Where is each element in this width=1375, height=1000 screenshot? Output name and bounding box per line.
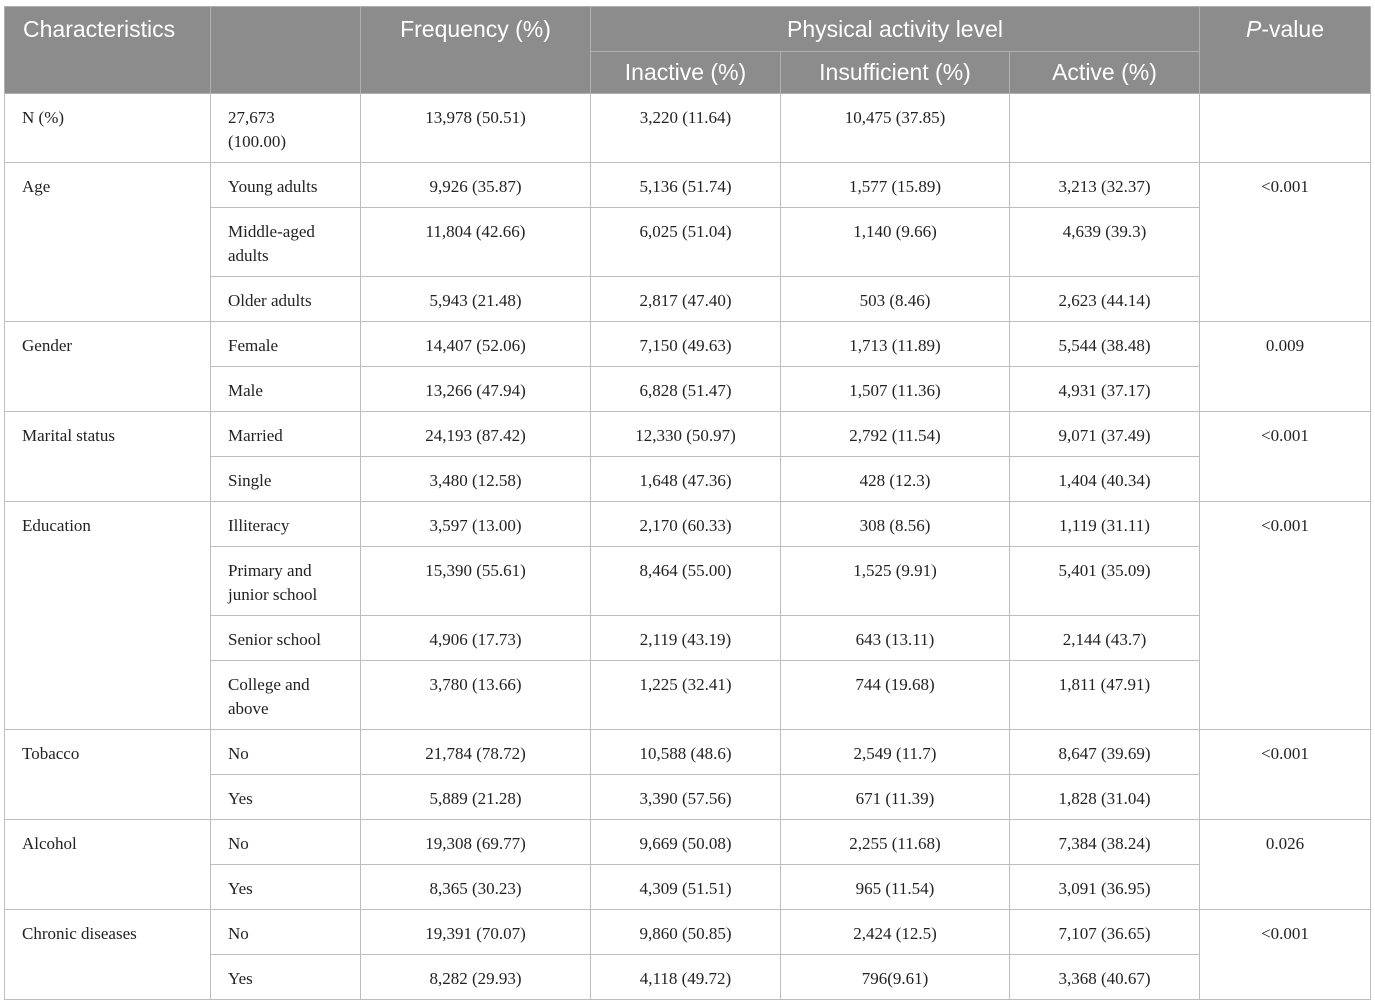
cell-inactive: 6,025 (51.04) (591, 208, 781, 277)
header-pvalue (1200, 7, 1371, 94)
cell-pvalue: <0.001 (1200, 412, 1371, 502)
cell-frequency: 24,193 (87.42) (361, 412, 591, 457)
header-characteristics: Characteristics (5, 7, 211, 94)
cell-insufficient: 2,424 (12.5) (781, 910, 1010, 955)
cell-inactive: 3,390 (57.56) (591, 775, 781, 820)
cell-active: 3,368 (40.67) (1010, 955, 1200, 1000)
row-category: Single (211, 457, 361, 502)
cell-active: 1,404 (40.34) (1010, 457, 1200, 502)
row-category: Older adults (211, 277, 361, 322)
cell-frequency: 19,308 (69.77) (361, 820, 591, 865)
cell-insufficient: 643 (13.11) (781, 616, 1010, 661)
table-row (5, 412, 1371, 457)
characteristics-table (4, 6, 1371, 1000)
row-category: Male (211, 367, 361, 412)
cell-inactive: 5,136 (51.74) (591, 163, 781, 208)
row-characteristic: Marital status (5, 412, 211, 502)
cell-active: 3,213 (32.37) (1010, 163, 1200, 208)
cell-frequency: 3,780 (13.66) (361, 661, 591, 730)
cell-pvalue: <0.001 (1200, 910, 1371, 1000)
table-row (5, 502, 1371, 547)
cell-frequency: 5,943 (21.48) (361, 277, 591, 322)
cell-inactive: 4,309 (51.51) (591, 865, 781, 910)
cell-frequency: 14,407 (52.06) (361, 322, 591, 367)
row-characteristic: Age (5, 163, 211, 322)
cell-active: 2,144 (43.7) (1010, 616, 1200, 661)
cell-insufficient: 965 (11.54) (781, 865, 1010, 910)
header-frequency: Frequency (%) (361, 7, 591, 94)
cell-pvalue: <0.001 (1200, 502, 1371, 730)
cell-inactive: 8,464 (55.00) (591, 547, 781, 616)
header-inactive: Inactive (%) (591, 52, 781, 94)
row-category: Yes (211, 865, 361, 910)
cell-frequency: 15,390 (55.61) (361, 547, 591, 616)
cell-pvalue: <0.001 (1200, 730, 1371, 820)
row-category: No (211, 730, 361, 775)
cell-inactive: 2,817 (47.40) (591, 277, 781, 322)
table-row (5, 820, 1371, 865)
cell-frequency: 11,804 (42.66) (361, 208, 591, 277)
cell-active: 5,401 (35.09) (1010, 547, 1200, 616)
cell-insufficient: 2,792 (11.54) (781, 412, 1010, 457)
row-category: Young adults (211, 163, 361, 208)
cell-frequency: 3,597 (13.00) (361, 502, 591, 547)
cell-insufficient: 503 (8.46) (781, 277, 1010, 322)
cell-frequency: 21,784 (78.72) (361, 730, 591, 775)
table-row (5, 910, 1371, 955)
cell-insufficient: 744 (19.68) (781, 661, 1010, 730)
cell-frequency: 8,365 (30.23) (361, 865, 591, 910)
table-row (5, 163, 1371, 208)
row-category: Middle-aged adults (211, 208, 361, 277)
row-category: No (211, 820, 361, 865)
row-category: Primary and junior school (211, 547, 361, 616)
cell-inactive: 6,828 (51.47) (591, 367, 781, 412)
row-characteristic: Gender (5, 322, 211, 412)
cell-insufficient: 1,140 (9.66) (781, 208, 1010, 277)
header-active: Active (%) (1010, 52, 1200, 94)
cell-insufficient: 428 (12.3) (781, 457, 1010, 502)
cell-inactive: 12,330 (50.97) (591, 412, 781, 457)
header-pvalue-rest: -value (1261, 16, 1324, 42)
cell-frequency: 4,906 (17.73) (361, 616, 591, 661)
cell-active: 3,091 (36.95) (1010, 865, 1200, 910)
cell-insufficient: 2,549 (11.7) (781, 730, 1010, 775)
row-characteristic: Chronic diseases (5, 910, 211, 1000)
header-insufficient: Insufficient (%) (781, 52, 1010, 94)
row-category: No (211, 910, 361, 955)
row-category: Illiteracy (211, 502, 361, 547)
cell-frequency: 8,282 (29.93) (361, 955, 591, 1000)
cell-frequency: 19,391 (70.07) (361, 910, 591, 955)
cell-insufficient: 1,577 (15.89) (781, 163, 1010, 208)
table-row (5, 322, 1371, 367)
cell-frequency: 9,926 (35.87) (361, 163, 591, 208)
cell-inactive: 2,119 (43.19) (591, 616, 781, 661)
cell-insufficient: 308 (8.56) (781, 502, 1010, 547)
row-characteristic: Alcohol (5, 820, 211, 910)
cell-inactive: 3,220 (11.64) (591, 94, 781, 163)
table-row (5, 94, 1371, 163)
cell-active: 8,647 (39.69) (1010, 730, 1200, 775)
row-category: Female (211, 322, 361, 367)
cell-active (1010, 94, 1200, 163)
cell-frequency: 13,266 (47.94) (361, 367, 591, 412)
cell-insufficient: 1,507 (11.36) (781, 367, 1010, 412)
cell-active: 1,828 (31.04) (1010, 775, 1200, 820)
cell-insufficient: 671 (11.39) (781, 775, 1010, 820)
row-characteristic: N (%) (5, 94, 211, 163)
header-category (211, 7, 361, 94)
cell-inactive: 9,860 (50.85) (591, 910, 781, 955)
cell-active: 4,639 (39.3) (1010, 208, 1200, 277)
cell-insufficient: 2,255 (11.68) (781, 820, 1010, 865)
cell-pvalue (1200, 94, 1371, 163)
row-category: College and above (211, 661, 361, 730)
cell-insufficient: 1,525 (9.91) (781, 547, 1010, 616)
row-category: Yes (211, 955, 361, 1000)
cell-pvalue: 0.026 (1200, 820, 1371, 910)
header-pvalue-italic: P (1246, 16, 1262, 42)
cell-active: 5,544 (38.48) (1010, 322, 1200, 367)
header-physical-activity: Physical activity level (591, 7, 1200, 52)
table-row (5, 730, 1371, 775)
row-category: 27,673 (100.00) (211, 94, 361, 163)
cell-inactive: 7,150 (49.63) (591, 322, 781, 367)
cell-pvalue: 0.009 (1200, 322, 1371, 412)
cell-active: 2,623 (44.14) (1010, 277, 1200, 322)
cell-inactive: 10,588 (48.6) (591, 730, 781, 775)
cell-insufficient: 1,713 (11.89) (781, 322, 1010, 367)
row-category: Yes (211, 775, 361, 820)
cell-inactive: 1,225 (32.41) (591, 661, 781, 730)
row-category: Married (211, 412, 361, 457)
cell-frequency: 5,889 (21.28) (361, 775, 591, 820)
row-category: Senior school (211, 616, 361, 661)
cell-frequency: 3,480 (12.58) (361, 457, 591, 502)
cell-insufficient: 10,475 (37.85) (781, 94, 1010, 163)
cell-active: 7,384 (38.24) (1010, 820, 1200, 865)
cell-frequency: 13,978 (50.51) (361, 94, 591, 163)
cell-active: 9,071 (37.49) (1010, 412, 1200, 457)
cell-active: 1,119 (31.11) (1010, 502, 1200, 547)
row-characteristic: Tobacco (5, 730, 211, 820)
cell-inactive: 1,648 (47.36) (591, 457, 781, 502)
cell-pvalue: <0.001 (1200, 163, 1371, 322)
cell-active: 1,811 (47.91) (1010, 661, 1200, 730)
cell-active: 4,931 (37.17) (1010, 367, 1200, 412)
cell-insufficient: 796(9.61) (781, 955, 1010, 1000)
cell-inactive: 2,170 (60.33) (591, 502, 781, 547)
cell-active: 7,107 (36.65) (1010, 910, 1200, 955)
cell-inactive: 4,118 (49.72) (591, 955, 781, 1000)
row-characteristic: Education (5, 502, 211, 730)
cell-inactive: 9,669 (50.08) (591, 820, 781, 865)
